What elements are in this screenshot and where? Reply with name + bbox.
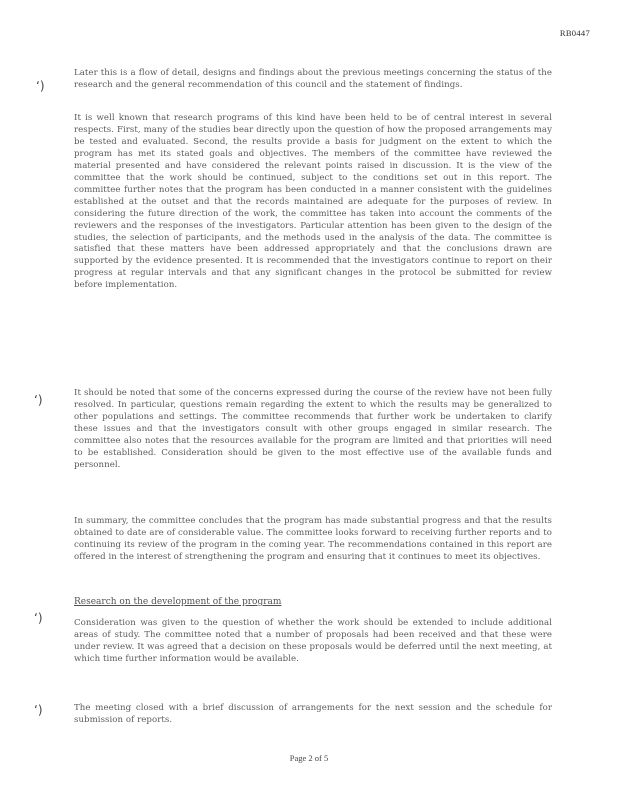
margin-mark: ‘) [34,611,43,625]
paragraph-concerns: It should be noted that some of the concerns expressed during the course of the review have not been fully resolved. In particular, questions remain regarding the extent to which the results may be generalized to other populations and settings. The committee recommends that further work be undertaken to clarify these issues and that the investigators consult with other groups engaged in similar research. The committee also notes that the resources available for the program are limited and that priorities will need to be established. Consideration should be given to the most effective use of the available funds and personnel. [74,388,552,470]
margin-mark: ‘) [36,79,45,93]
paragraph-summary: In summary, the committee concludes that the program has made substantial progress and that the results obtained to date are of considerable value. The committee looks forward to receiving further reports and to continuing its review of the program in the coming year. The recommendations contained in this report are offered in the interest of strengthening the program and ensuring that it continues to meet its objectives. [74,516,552,562]
margin-mark: ‘) [34,393,43,407]
document-id: RB0447 [559,28,590,38]
page-number: Page 2 of 5 [289,753,329,763]
paragraph-body: It is well known that research programs of this kind have been held to be of central interest in several respects. First, many of the studies bear directly upon the question of how the proposed arrangements may be tested and evaluated. Second, the results provide a basis for judgment on the extent to which the program has met its stated goals and objectives. The members of the committee have reviewed the material presented and have considered the relevant points raised in discussion. It is the view of the committee that the work should be continued, subject to the conditions set out in this report. The committee further notes that the program has been conducted in a manner consistent with the guidelines established at the outset and that the records maintained are adequate for the purposes of review. In considering the future direction of the work, the committee has taken into account the comments of the reviewers and the responses of the investigators. Particular attention has been given to the design of the studies, the selection of participants, and the methods used in the analysis of the data. The committee is satisfied that these matters have been addressed appropriately and that the conclusions drawn are supported by the evidence presented. It is recommended that the investigators continue to report on their progress at regular intervals and that any significant changes in the protocol be submitted for review before implementation. [74,113,552,291]
paragraph-intro: Later this is a flow of detail, designs and findings about the previous meetings concerning the status of the research and the general recommendation of this council and the statement of findings. [74,68,552,90]
margin-mark: ‘) [34,703,43,717]
paragraph-extension: Consideration was given to the question of whether the work should be extended to include additional areas of study. The committee noted that a number of proposals had been received and that these were under review. It was agreed that a decision on these proposals would be deferred until the next meeting, at which time further information would be available. [74,618,552,664]
paragraph-closing: The meeting closed with a brief discussion of arrangements for the next session and the schedule for submission of reports. [74,703,552,725]
section-heading: Research on the development of the program [74,597,282,607]
